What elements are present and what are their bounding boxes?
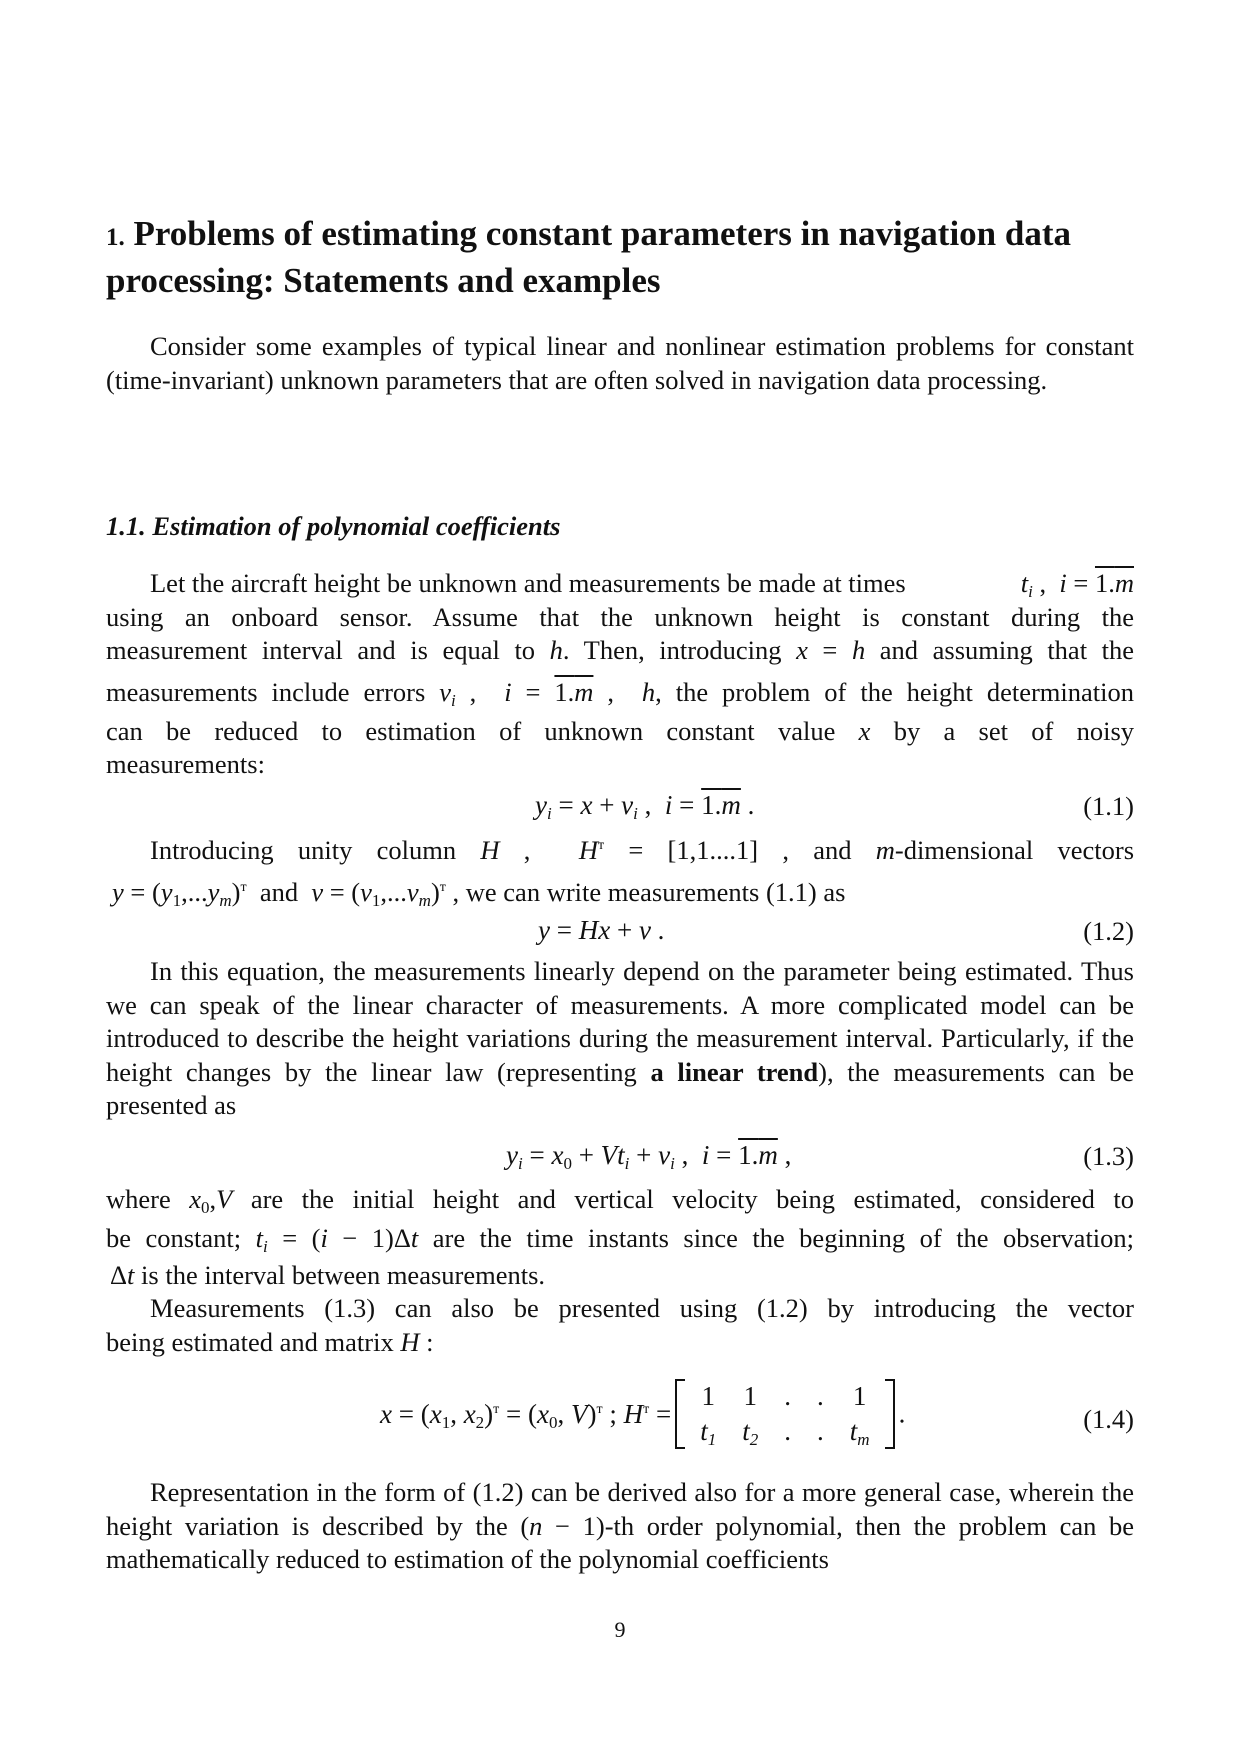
p1-line4 — [106, 676, 1134, 710]
p1-line5-a: can be reduced to estimation of unknown constant value — [106, 716, 836, 746]
equation-1-1: $y_i = x + v_i$ , i = 1.m . — [535, 790, 755, 823]
p1-line3-b: . Then, introducing — [562, 635, 782, 665]
equation-number-1-4: (1.4) — [1083, 1404, 1134, 1434]
chapter-number: 1. — [106, 224, 125, 251]
p6-text-a: Representation in the form of (1.2) can be derived also for a more general case, wherein the height variation is described by the ( — [106, 1477, 1134, 1541]
p1-line6: measurements: — [106, 749, 265, 779]
p1-line1 — [150, 567, 1134, 601]
p1-line3: measurement interval and is equal to h. Then, introducing x = h and assuming that the — [106, 635, 1135, 665]
p4-line3-text: is the interval between measurements. — [141, 1260, 546, 1290]
p5-line2: being estimated and matrix H : — [106, 1327, 434, 1357]
equation-number-1-1: (1.1) — [1083, 791, 1134, 821]
p3-end: ), the measurements can be presented as — [106, 1056, 1135, 1120]
formula-vi-range: $v_i$ , i = 1.m , h — [439, 677, 656, 710]
p6-paragraph: Representation in the form of (1.2) can be derived also for a more general case, wherein the height variation is described by the (n − 1)-th order polynomial, then the problem can be mathematically reduced to estimation of the polynomial coefficients — [106, 1477, 1134, 1574]
p4-line1: where $x_0,V$ are the initial height and vertical velocity being estimated, considered to — [106, 1184, 1135, 1217]
p1-line2: using an onboard sensor. Assume that the unknown height is constant during the — [106, 602, 1134, 632]
equation-1-3: $y_i = x_0 + Vt_i + v_i$ , i = 1.m , — [506, 1140, 792, 1173]
page-number: 9 — [614, 1617, 626, 1642]
p5-line1: Measurements (1.3) can also be presented using (1.2) by introducing the vector — [150, 1293, 1134, 1323]
p4-line3: Δt is the interval between measurements. — [110, 1260, 546, 1290]
p4-line2-b: are the time instants since the beginning of the observation; — [432, 1223, 1135, 1253]
formula-h: h — [549, 635, 563, 665]
p2-line2-b: , we can write measurements (1.1) as — [452, 877, 846, 907]
p1-line3-a: measurement interval and is equal to — [106, 635, 536, 665]
equation-number-1-2: (1.2) — [1083, 916, 1134, 946]
formula-x-eq-h: x — [796, 635, 808, 665]
p1-line5: can be reduced to estimation of unknown constant value x by a set of noisy — [106, 716, 1135, 746]
p3-paragraph — [106, 955, 1134, 1123]
equation-1-2: y = Hx + v . — [538, 915, 665, 945]
formula-ti-range: $t_i$ , i = 1.m — [1020, 568, 1134, 601]
chapter-title — [106, 212, 1146, 302]
p4-line2: be constant; $t_i = (i - 1)\Delta t$ are the time instants since the beginning of the observation; — [106, 1223, 1135, 1256]
section-title: 1.1. Estimation of polynomial coefficients — [106, 511, 561, 541]
p2-line2: $y = (y_1,...y_m)^т$ and $v = (v_1,...v_m)^т$ , we can write measurements (1.1) as — [112, 877, 846, 910]
chapter-title-text: Problems of estimating constant parameters in navigation data processing: Statements and examples — [106, 214, 1071, 300]
p1-line4-a: measurements include errors — [106, 677, 426, 707]
p2-line1-c: -dimensional vectors — [894, 835, 1135, 865]
p1-line1-text: Let the aircraft height be unknown and measurements be made at times — [150, 568, 906, 598]
p1-line4-b: , the problem of the height determination — [655, 677, 1135, 707]
p1-line3-c: and assuming that the — [879, 635, 1135, 665]
p4-line1-b: are the initial height and vertical velocity being estimated, considered to — [250, 1184, 1135, 1214]
matrix-h-transpose: 1 1 . . 1 $t_1$ $t_2$ . . $t_m$ — [675, 1379, 894, 1449]
p2-line1-b: and — [813, 835, 852, 865]
p6-text-b: )-th order polynomial, then the problem can be mathematically reduced to estimation of the polynomial coefficients — [106, 1510, 1134, 1574]
p2-line1-a: Introducing unity column — [150, 835, 457, 865]
equation-number-1-3: (1.3) — [1083, 1141, 1134, 1171]
p1-line5-b: by a set of noisy — [893, 716, 1135, 746]
p3-text: In this equation, the measurements linearly depend on the parameter being estimated. Thus we can speak of the linear character of measurements. A more complicated model can be introduced to describe the height variations during the measurement interval. Particularly, if the height changes by the linear law (representing — [106, 956, 1134, 1087]
p4-where: where — [106, 1184, 171, 1214]
p2-line2-a: and — [259, 877, 299, 907]
p2-line1: Introducing unity column H , $H^т = [1,1....1]$ , and m-dimensional vectors — [150, 835, 1135, 865]
equation-1-4: $x = (x_1$, $x_2)^т = (x_0$, V)$^т$ ; $H^т$ = 1 1 . . 1 $t_1$ $t_2$ . . $t_m$ . — [380, 1381, 906, 1449]
p3-bold: a linear trend — [650, 1056, 819, 1087]
p5-line2-text: being estimated and matrix — [106, 1327, 394, 1357]
p4-line2-a: be constant; — [106, 1223, 242, 1253]
intro-paragraph: Consider some examples of typical linear and nonlinear estimation problems for constant (time-invariant) unknown parameters that are often solved in navigation data processing. — [106, 331, 1134, 395]
